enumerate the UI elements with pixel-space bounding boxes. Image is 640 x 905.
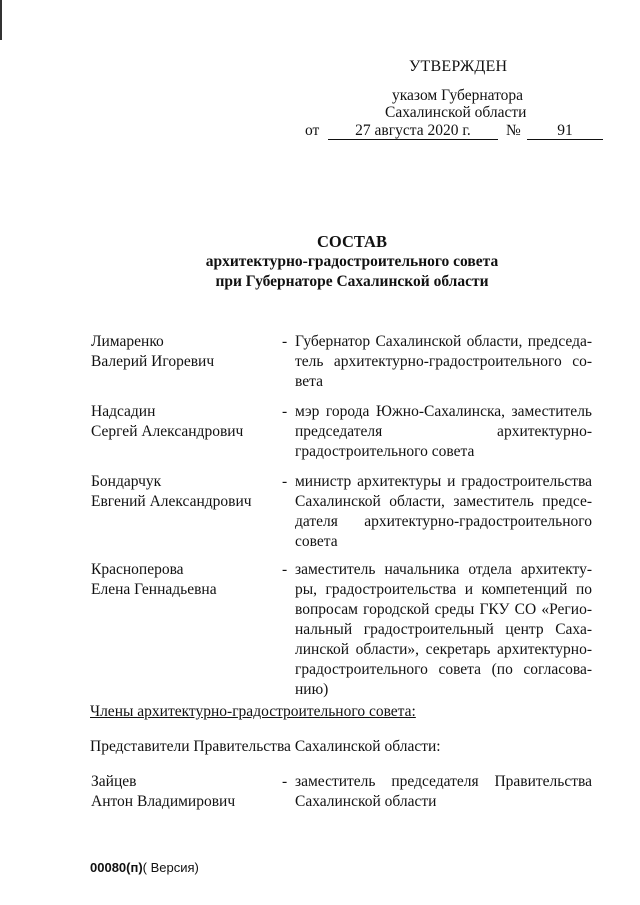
- role-line: дателя архитектурно-градостроительного: [295, 513, 592, 530]
- member-name: [91, 560, 271, 600]
- heading-subtitle-2: при Губернаторе Сахалинской области: [215, 273, 489, 290]
- from-label: от: [305, 122, 320, 139]
- member-role: [295, 402, 592, 462]
- role-line: министр архитектуры и градостроительства: [295, 473, 592, 490]
- role-line: вета: [295, 373, 323, 390]
- number-sign: №: [506, 122, 521, 139]
- document-code: 00080(п): [90, 860, 143, 875]
- scan-edge-mark: [0, 0, 2, 40]
- member-dash: -: [282, 403, 288, 420]
- member-surname: Надсадин: [91, 403, 156, 420]
- role-line: ры, градостроительства и компетенций по: [295, 581, 592, 598]
- members-section-title: Члены архитектурно-градостроительного совета:: [90, 703, 416, 720]
- role-line: председателя архитектурно-: [295, 423, 592, 440]
- role-line: градостроительного совета (по согласова-: [295, 661, 592, 678]
- document-footer: [90, 860, 199, 875]
- member-given-name: Елена Геннадьевна: [91, 581, 217, 598]
- member-name: [91, 402, 271, 442]
- role-line: мэр города Южно-Сахалинска, заместитель: [295, 403, 592, 420]
- member-surname: Лимаренко: [91, 333, 164, 350]
- member-given-name: Сергей Александрович: [91, 423, 244, 440]
- role-line: линской области», секретарь архитектурно-: [295, 641, 592, 658]
- role-line: заместитель начальника отдела архитекту-: [295, 561, 592, 578]
- decree-date: 27 августа 2020 г.: [328, 122, 498, 140]
- role-line: нальный градостроительный центр Саха-: [295, 621, 592, 638]
- role-line: заместитель председателя Правительства: [295, 773, 592, 790]
- member-dash: -: [282, 473, 288, 490]
- member-given-name: Антон Владимирович: [91, 793, 236, 810]
- role-line: тель архитектурно-градостроительного со-: [295, 353, 592, 370]
- member-given-name: Евгений Александрович: [91, 493, 252, 510]
- document-version: ( Версия): [142, 860, 199, 875]
- member-surname: Зайцев: [91, 773, 137, 790]
- member-dash: -: [282, 773, 288, 790]
- document-heading: [0, 232, 640, 292]
- decree-region: Сахалинской области: [385, 104, 527, 121]
- role-line: нию): [295, 681, 329, 698]
- member-name: [91, 472, 271, 512]
- role-line: градостроительного совета: [295, 443, 475, 460]
- role-line: совета: [295, 533, 338, 550]
- member-dash: -: [282, 561, 288, 578]
- member-name: [91, 332, 271, 372]
- government-section-title: Представители Правительства Сахалинской области:: [90, 738, 441, 755]
- heading-subtitle: архитектурно-градостроительного совета: [205, 253, 499, 270]
- decree-issuer: указом Губернатора: [392, 87, 524, 104]
- role-line: Сахалинской области, заместитель предсе-: [295, 493, 592, 510]
- member-role: [295, 332, 592, 392]
- heading-main: СОСТАВ: [317, 232, 387, 251]
- member-given-name: Валерий Игоревич: [91, 353, 215, 370]
- role-line: Губернатор Сахалинской области, председа-: [295, 333, 592, 350]
- role-line: Сахалинской области: [295, 793, 437, 810]
- member-dash: -: [282, 333, 288, 350]
- member-surname: Красноперова: [91, 561, 184, 578]
- member-role: [295, 560, 592, 700]
- approved-title: УТВЕРЖДЕН: [409, 58, 508, 75]
- member-role: [295, 772, 592, 812]
- decree-date-row: [305, 122, 605, 142]
- member-surname: Бондарчук: [91, 473, 162, 490]
- decree-number: 91: [527, 122, 603, 140]
- member-name: [91, 772, 271, 812]
- role-line: вопросам городской среды ГКУ СО «Регио-: [295, 601, 592, 618]
- member-role: [295, 472, 592, 552]
